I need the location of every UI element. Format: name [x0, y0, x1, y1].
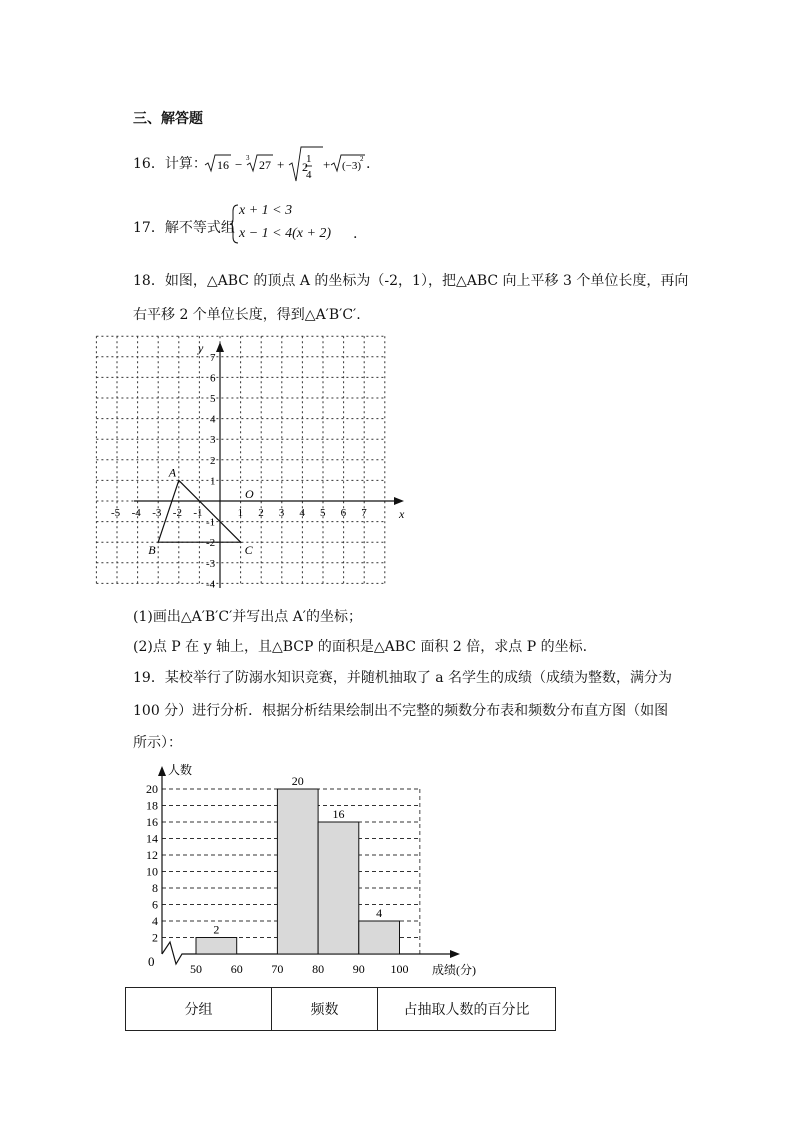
y-tick-label: 12	[146, 848, 158, 862]
section-title: 三、解答题	[133, 111, 203, 127]
y-axis-label: y	[198, 341, 204, 355]
table-header-cell: 分组	[126, 988, 272, 1031]
y-tick-label: 2	[152, 930, 158, 945]
mixed-whole: 2	[302, 160, 308, 174]
y-tick-label: 2	[210, 454, 216, 467]
vertex-label-c: C	[244, 543, 253, 558]
table-header-cell: 频数	[272, 988, 378, 1031]
y-tick-label: 18	[146, 798, 158, 813]
histogram-y-label: 人数	[168, 763, 193, 777]
question-17-label: 17．解不等式组	[133, 220, 235, 236]
table-header-row	[126, 988, 556, 1031]
y-tick-label: -1	[206, 516, 216, 529]
square-base: (−3)	[342, 160, 362, 172]
x-tick-label: 6	[340, 507, 347, 519]
plus-sign: +	[323, 157, 331, 172]
bar-value-label: 4	[376, 906, 383, 920]
frequency-table	[125, 987, 556, 1031]
x-tick-label: 90	[352, 962, 365, 976]
bar-value-label: 2	[213, 922, 220, 937]
plus-sign: +	[277, 157, 285, 172]
question-16-label: 16．计算：	[133, 156, 207, 172]
y-tick-label: 1	[210, 475, 216, 488]
x-tick-label: -2	[172, 507, 182, 519]
question-18-sub-1: (1)画出△A′B′C′并写出点 A′的坐标；	[133, 609, 362, 625]
y-tick-label: 10	[146, 864, 158, 879]
question-17-end: .	[353, 226, 358, 242]
y-tick-label: -2	[206, 537, 216, 550]
histogram-bars	[196, 774, 400, 954]
x-tick-label: 5	[320, 507, 326, 519]
y-tick-label: 6	[152, 897, 158, 912]
vertex-label-a: A	[168, 465, 177, 480]
histogram-x-label: 成绩(分)	[432, 963, 476, 977]
mixed-denominator: 4	[306, 169, 312, 181]
question-18-line-1: 18．如图，△ABC 的顶点 A 的坐标为（-2，1），把△ABC 向上平移 3 个单位长度，再向	[133, 273, 689, 289]
x-tick-label: 100	[390, 962, 409, 976]
bar-value-label: 20	[291, 774, 304, 788]
y-tick-label: 14	[146, 831, 158, 846]
y-axis-arrow-icon	[216, 342, 224, 352]
y-tick-label: 20	[146, 782, 158, 796]
y-axis-arrow-icon	[158, 766, 166, 776]
table-header-cell: 占抽取人数的百分比	[378, 988, 556, 1031]
grid-lines	[96, 336, 384, 583]
histogram-origin-label: 0	[148, 954, 155, 969]
square-exponent: 2	[360, 155, 364, 163]
y-tick-label: 16	[146, 815, 158, 829]
x-tick-label: 80	[312, 962, 325, 976]
x-tick-label: -5	[111, 507, 121, 519]
histogram-bar	[359, 921, 400, 954]
y-tick-label: -4	[206, 578, 216, 591]
question-19-line-3: 所示）：	[133, 735, 182, 751]
x-tick-label: 70	[271, 962, 284, 976]
histogram-bar	[196, 938, 237, 955]
y-tick-label: 4	[152, 914, 158, 928]
x-tick-label: 3	[278, 507, 285, 519]
x-tick-label: -1	[193, 507, 203, 519]
y-tick-label: 4	[210, 413, 216, 426]
x-axis-arrow-icon	[450, 950, 460, 958]
sqrt-radicand: 16	[217, 158, 229, 172]
coordinate-grid-figure	[111, 338, 410, 594]
x-tick-label: 4	[299, 507, 305, 519]
y-tick-label: 7	[210, 351, 216, 364]
x-axis-arrow-icon	[394, 497, 404, 505]
mixed-numerator: 1	[306, 153, 312, 165]
histogram-bar	[277, 789, 318, 954]
inequality-line-1: x + 1 < 3	[239, 203, 293, 218]
x-tick-label: 2	[258, 507, 264, 519]
y-tick-label: -3	[206, 557, 216, 570]
y-tick-label: 5	[210, 393, 216, 405]
x-tick-label: 1	[237, 507, 244, 519]
x-tick-label: -3	[152, 507, 162, 519]
x-tick-label: 7	[361, 507, 367, 519]
y-tick-label: 6	[210, 372, 216, 385]
bar-value-label: 16	[332, 807, 345, 821]
y-tick-label: 3	[210, 434, 216, 447]
question-16-end: .	[366, 156, 371, 172]
x-tick-label: 60	[230, 962, 243, 976]
y-tick-label: 8	[152, 881, 158, 895]
inequality-line-2: x − 1 < 4(x + 2)	[239, 226, 332, 241]
question-16-expression	[203, 143, 373, 187]
question-18-sub-2: (2)点 P 在 y 轴上，且△BCP 的面积是△ABC 面积 2 倍，求点 P 的坐标.	[133, 639, 588, 655]
x-tick-label: 50	[190, 962, 202, 976]
question-19-line-2: 100 分）进行分析．根据分析结果绘制出不完整的频数分布表和频数分布直方图（如图	[133, 703, 669, 719]
vertex-label-b: B	[148, 543, 156, 558]
cbrt-index: 3	[246, 154, 250, 162]
question-19-line-1: 19．某校举行了防溺水知识竞赛，并随机抽取了 a 名学生的成绩（成绩为整数，满分为	[133, 670, 673, 686]
origin-label: O	[245, 487, 254, 501]
cbrt-radicand: 27	[259, 158, 271, 172]
histogram-bar	[318, 822, 359, 954]
minus-sign: −	[235, 157, 243, 172]
question-18-line-2: 右平移 2 个单位长度，得到△A′B′C′.	[133, 307, 361, 323]
x-tick-label: -4	[131, 507, 141, 519]
x-axis-label: x	[399, 507, 405, 521]
histogram-chart	[130, 758, 510, 980]
